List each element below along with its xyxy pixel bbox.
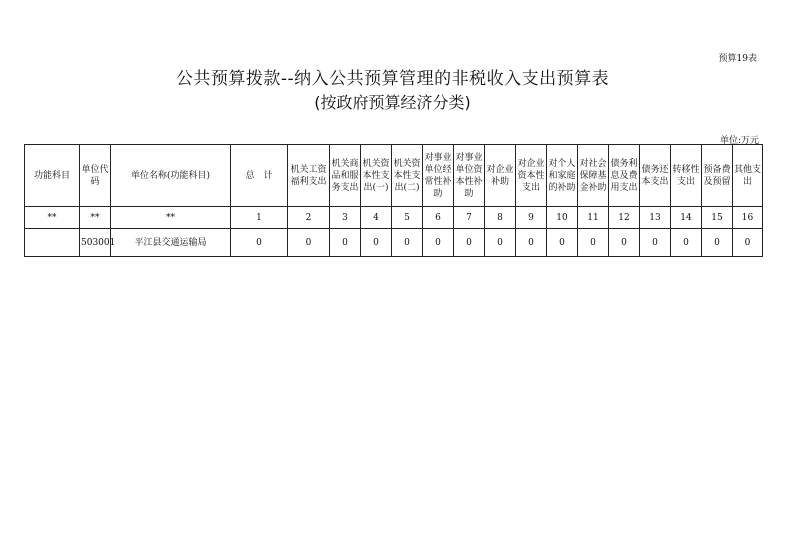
index-cell: 8 — [485, 207, 516, 229]
header-cell: 机关商品和服务支出 — [330, 145, 361, 207]
header-cell: 转移性支出 — [671, 145, 702, 207]
table-number-label: 预算19表 — [718, 54, 757, 64]
table-row — [25, 229, 763, 257]
index-cell: 12 — [609, 207, 640, 229]
header-cell: 机关工资福利支出 — [288, 145, 330, 207]
header-cell: 功能科目 — [25, 145, 80, 207]
index-cell: 3 — [330, 207, 361, 229]
table-cell: 0 — [702, 229, 733, 257]
table-cell: 0 — [330, 229, 361, 257]
table-cell: 0 — [485, 229, 516, 257]
budget-table — [24, 144, 763, 257]
index-cell: 2 — [288, 207, 330, 229]
table-cell: 0 — [609, 229, 640, 257]
table-cell: 0 — [547, 229, 578, 257]
header-cell: 债务还本支出 — [640, 145, 671, 207]
page-title: 公共预算拨款--纳入公共预算管理的非税收入支出预算表 — [175, 69, 610, 89]
index-cell: 14 — [671, 207, 702, 229]
table-cell: 0 — [671, 229, 702, 257]
header-cell: 其他支出 — [733, 145, 763, 207]
unit-label: 单位:万元 — [719, 136, 759, 146]
page-subtitle: (按政府预算经济分类) — [314, 93, 471, 112]
table-cell: 503001 — [80, 229, 111, 257]
header-cell: 债务利息及费用支出 — [609, 145, 640, 207]
header-cell: 单位代码 — [80, 145, 111, 207]
header-cell: 单位名称(功能科目) — [111, 145, 231, 207]
header-cell: 对个人和家庭的补助 — [547, 145, 578, 207]
table-cell: 0 — [640, 229, 671, 257]
index-cell: 16 — [733, 207, 763, 229]
header-cell: 对事业单位经常性补助 — [423, 145, 454, 207]
table-cell — [25, 229, 80, 257]
header-row — [25, 145, 763, 207]
index-cell: 6 — [423, 207, 454, 229]
header-cell: 预备费及预留 — [702, 145, 733, 207]
index-cell: 15 — [702, 207, 733, 229]
table-cell: 0 — [392, 229, 423, 257]
index-cell: 7 — [454, 207, 485, 229]
index-cell: 4 — [361, 207, 392, 229]
table-cell: 0 — [423, 229, 454, 257]
index-cell: ** — [25, 207, 80, 229]
header-cell: 总 计 — [231, 145, 288, 207]
header-cell: 机关资本性支出(二) — [392, 145, 423, 207]
header-cell: 对社会保障基金补助 — [578, 145, 609, 207]
table-cell: 0 — [578, 229, 609, 257]
table-cell: 0 — [516, 229, 547, 257]
index-cell: 1 — [231, 207, 288, 229]
table-cell: 0 — [288, 229, 330, 257]
table-cell: 0 — [231, 229, 288, 257]
header-cell: 对事业单位资本性补助 — [454, 145, 485, 207]
index-cell: 9 — [516, 207, 547, 229]
index-row — [25, 207, 763, 229]
header-cell: 对企业资本性支出 — [516, 145, 547, 207]
table-cell: 平江县交通运输局 — [111, 229, 231, 257]
index-cell: 10 — [547, 207, 578, 229]
index-cell: ** — [80, 207, 111, 229]
index-cell: 5 — [392, 207, 423, 229]
table-cell: 0 — [733, 229, 763, 257]
index-cell: 13 — [640, 207, 671, 229]
index-cell: 11 — [578, 207, 609, 229]
index-cell: ** — [111, 207, 231, 229]
header-cell: 对企业补助 — [485, 145, 516, 207]
table-cell: 0 — [361, 229, 392, 257]
table-cell: 0 — [454, 229, 485, 257]
header-cell: 机关资本性支出(一) — [361, 145, 392, 207]
